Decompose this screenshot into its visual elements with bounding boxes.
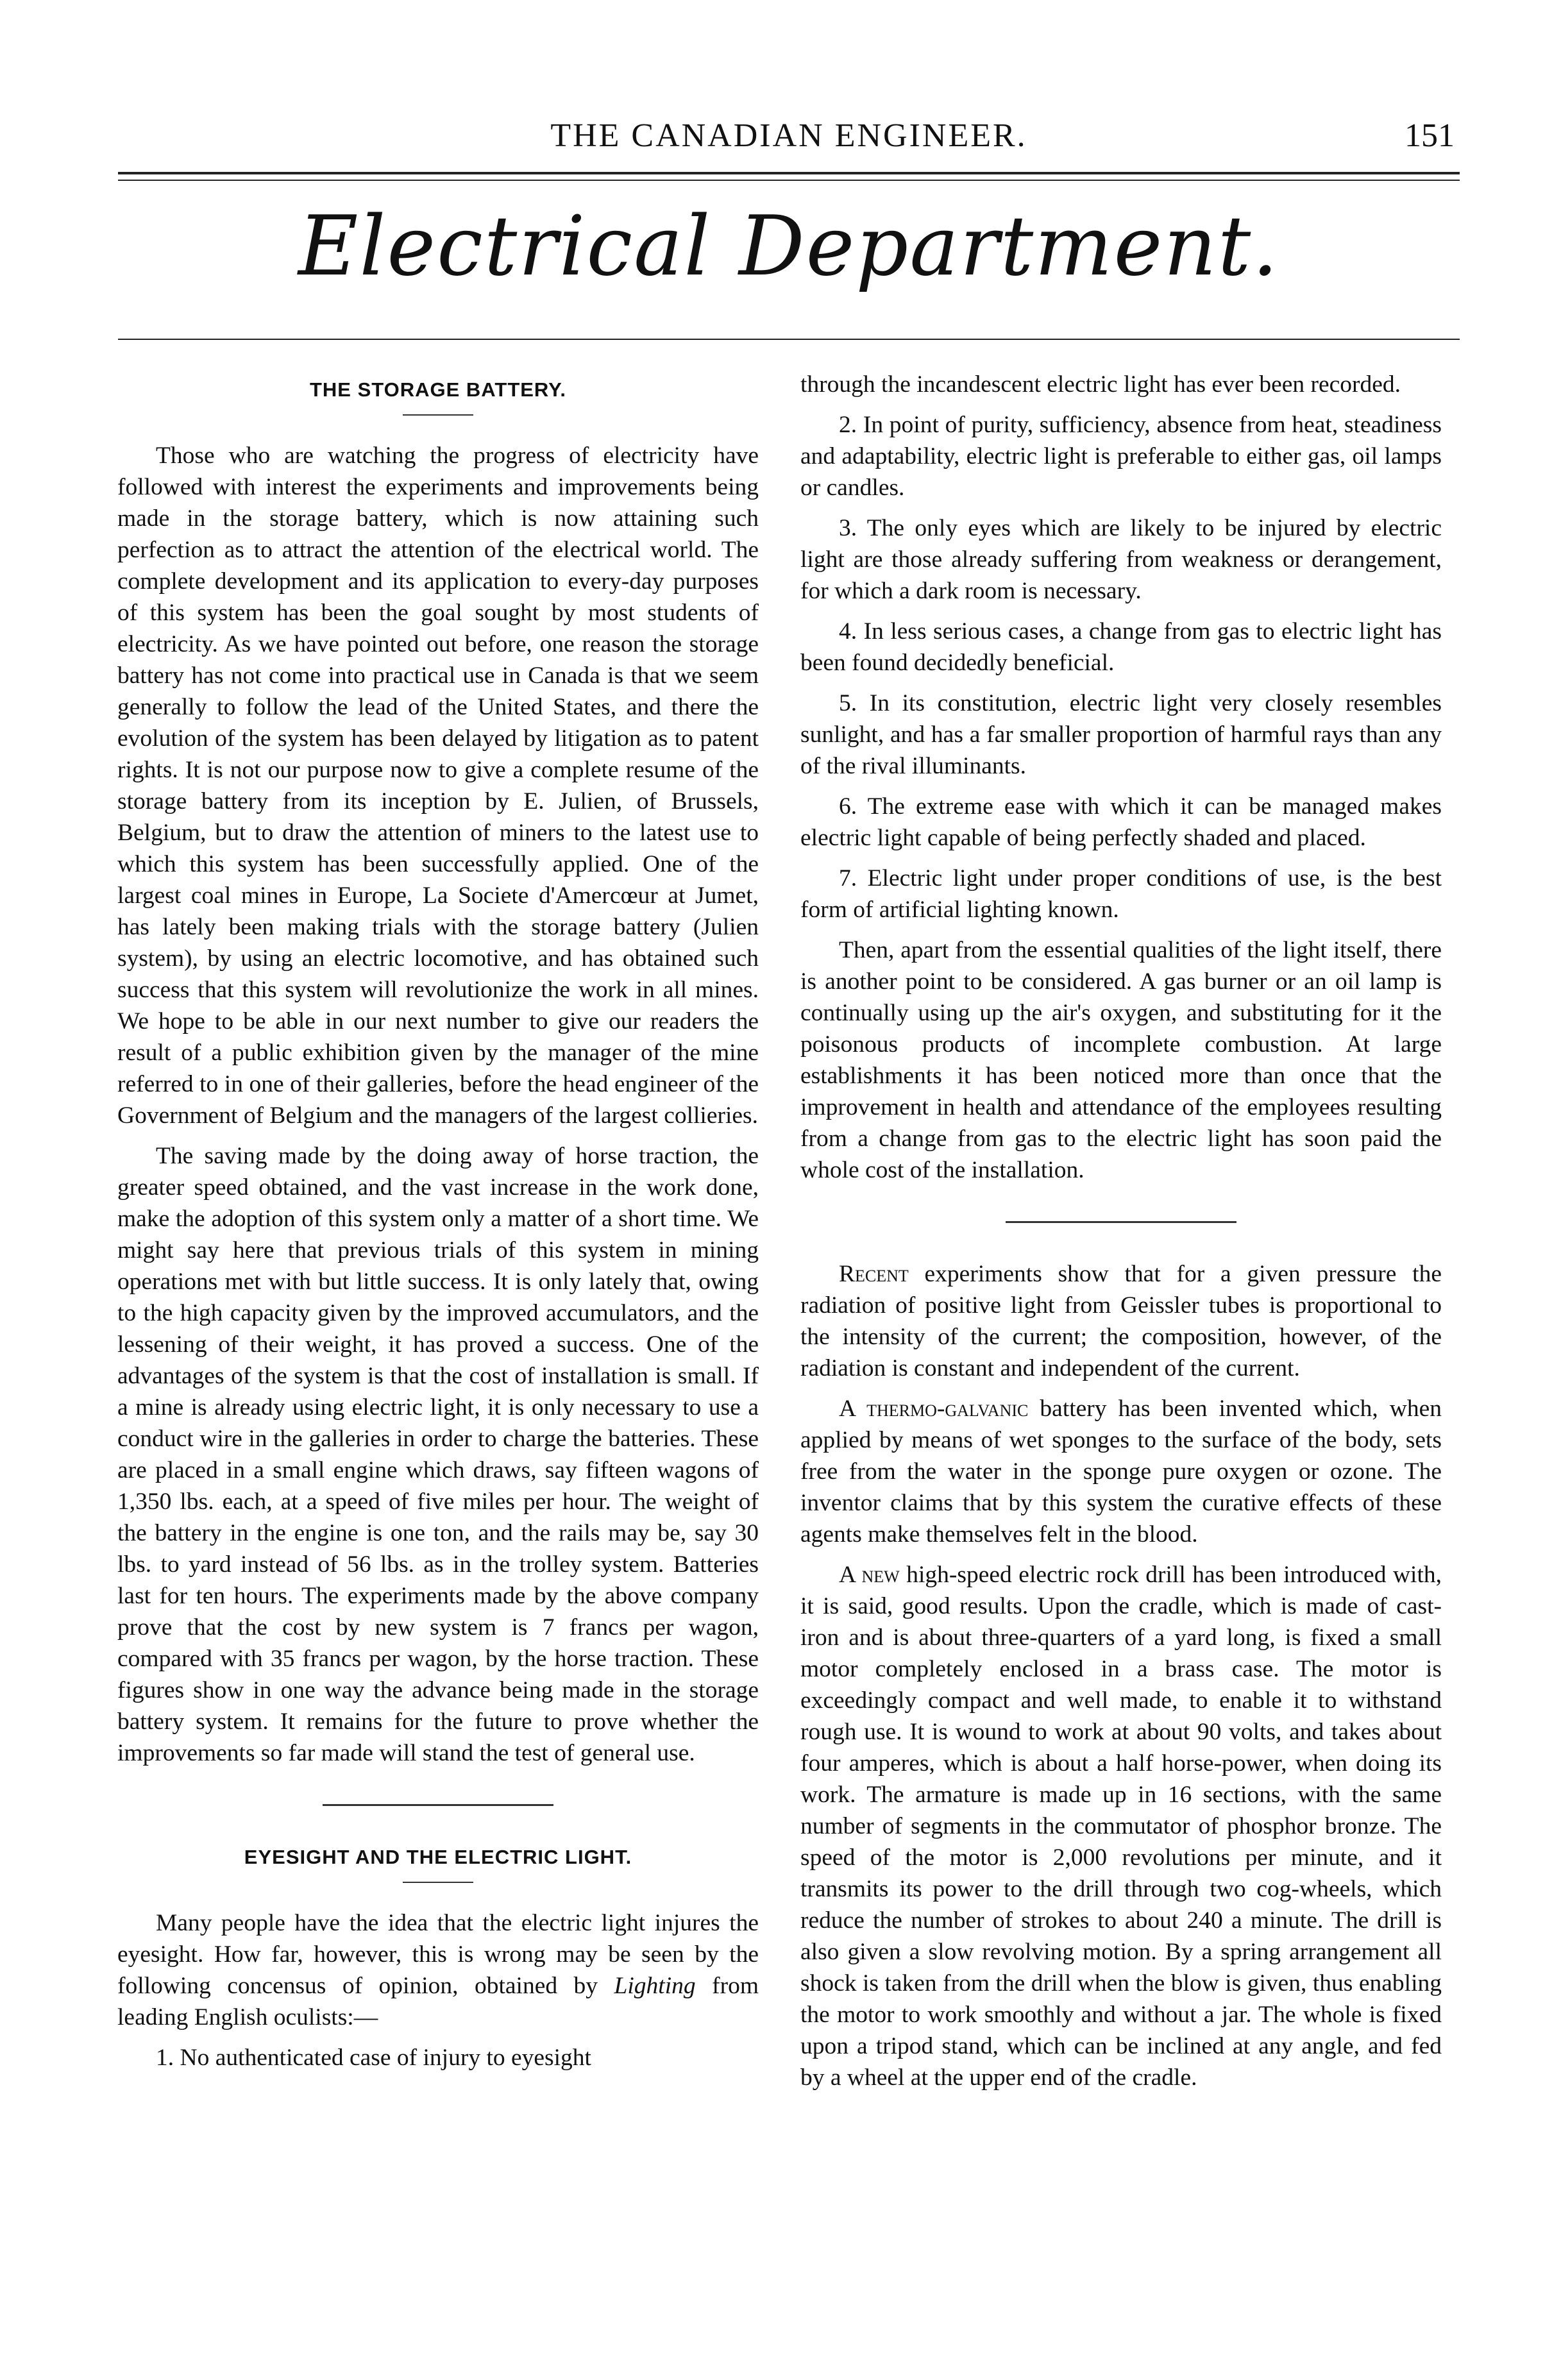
eyesight-item: 4. In less serious cases, a change from gas to electric light has been found decidedly beneficial.: [800, 618, 1442, 676]
page-number: 151: [1405, 117, 1455, 154]
note-text: high-speed electric rock drill has been introduced with, it is said, good results. Upon the cradle, which is made of cast-iron and is about three-quarters of a yard long, is fixed a small motor completely enclosed in a brass case. The motor is exceedingly compact and well made, to enable it to withstand rough use. It is wound to work at about 90 volts, and takes about four amperes, which is about a half horse-power, when doing its work. The armature is made up in 16 sections, with the same number of segments in the commutator of phosphor bronze. The speed of the motor is 2,000 revolutions per minute, and it transmits its power to the drill through two cog-wheels, which reduce the number of strokes to about 240 a minute. The drill is also given a slow revolving motion. By a spring arrangement all shock is taken from the drill when the blow is given, thus enabling the motor to work smoothly and without a jar. The whole is fixed upon a tripod stand, which can be inclined at any angle, and fed by a wheel at the upper end of the cradle.: [800, 1562, 1442, 2091]
note-geissler: [800, 1258, 1442, 1384]
eyesight-intro-tail: from leading English oculists:—: [117, 1973, 759, 2030]
eyesight-item: 7. Electric light under proper conditions of use, is the best form of artificial lighting known.: [800, 865, 1442, 923]
note-text: battery has been invented which, when applied by means of wet sponges to the surface of the body, sets free from the water in the sponge pure oxygen or ozone. The inventor claims that by this system the curative effects of these agents make themselves felt in the blood.: [800, 1396, 1442, 1548]
storage-battery-paragraph: The saving made by the doing away of horse traction, the greater speed obtained, and the vast increase in the work done, make the adoption of this system only a matter of a short time. We might say here that previous trials of this system in mining operations met with but little success. It is only lately that, owing to the high capacity given by the improved accumulators, and the lessening of their weight, it has proved a success. One of the advantages of the system is that the cost of installation is small. If a mine is already using electric light, it is only necessary to use a conduct wire in the galleries in order to charge the batteries. These are placed in a small engine which draws, say fifteen wagons of 1,350 lbs. each, at a speed of five miles per hour. The weight of the battery in the engine is one ton, and the rails may be, say 30 lbs. to yard instead of 56 lbs. as in the trolley system. Batteries last for ten hours. The experiments made by the above company prove that the cost by new system is 7 francs per wagon, compared with 35 francs per wagon, by the horse traction. These figures show in one way the advance being made in the storage battery system. It remains for the future to prove whether the improvements so far made will stand the test of general use.: [117, 1143, 759, 1766]
eyesight-item-1-continued: through the incandescent electric light has ever been recorded.: [800, 371, 1401, 398]
running-title: THE CANADIAN ENGINEER.: [550, 117, 1027, 154]
eyesight-closing: Then, apart from the essential qualities of the light itself, there is another point to be considered. A gas burner or an oil lamp is continually using up the air's oxygen, and substituting for it the poisonous products of incomplete combustion. At large establishments it has been noticed more than once that the improvement in health and attendance of the employees resulting from a change from gas to the electric light has soon paid the whole cost of the installation.: [800, 937, 1442, 1183]
article-separator: [1006, 1221, 1236, 1223]
storage-battery-paragraph: Those who are watching the progress of electricity have followed with interest the experiments and improvements being made in the storage battery, which is now attaining such perfection as to attract the attention of the electrical world. The complete development and its application to every-day purposes of this system has been the goal sought by most students of electricity. As we have pointed out before, one reason the storage battery has not come into practical use in Canada is that we seem generally to follow the lead of the United States, and there the evolution of the system has been delayed by litigation as to patent rights. It is not our purpose now to give a complete resume of the storage battery from its inception by E. Julien, of Brussels, Belgium, but to draw the attention of miners to the latest use to which this system has been successfully applied. One of the largest coal mines in Europe, La Societe d'Amercœur at Jumet, has lately been making trials with the storage battery (Julien system), by using an electric locomotive, and has obtained such success that this system will revolutionize the work in all mines. We hope to be able in our next number to give our readers the result of a public exhibition given by the manager of the mine referred to in one of their galleries, before the head engineer of the Government of Belgium and the managers of the largest collieries.: [117, 443, 759, 1129]
title-rule: [118, 339, 1460, 340]
department-title: Electrical Department.: [298, 199, 1279, 294]
article-separator: [323, 1804, 553, 1806]
left-column: [117, 369, 759, 2082]
note-rock-drill: [800, 1559, 1442, 2093]
eyesight-item-1-start: 1. No authenticated case of injury to eyesight: [156, 2045, 591, 2071]
eyesight-intro: [117, 1907, 759, 2033]
right-column: [800, 369, 1442, 2102]
header-rule-top: [118, 172, 1460, 174]
eyesight-heading: EYESIGHT AND THE ELECTRIC LIGHT.: [244, 1846, 632, 1868]
eyesight-item: 3. The only eyes which are likely to be injured by electric light are those already suffering from weakness or derangement, for which a dark room is necessary.: [800, 515, 1442, 604]
eyesight-item: 5. In its constitution, electric light very closely resembles sunlight, and has a far smaller proportion of harmful rays than any of the rival illuminants.: [800, 690, 1442, 779]
note-thermo-galvanic: [800, 1393, 1442, 1550]
note-lead: A new: [839, 1562, 900, 1588]
short-rule: [403, 414, 473, 416]
lighting-journal-name: Lighting: [614, 1973, 696, 1999]
eyesight-intro-text: Many people have the idea that the electric light injures the eyesight. How far, however, this is wrong may be seen by the following concensus of opinion, obtained by: [117, 1910, 759, 1999]
page-header: [118, 117, 1460, 174]
note-lead: A thermo-galvanic: [839, 1396, 1029, 1422]
eyesight-item: 2. In point of purity, sufficiency, absence from heat, steadiness and adaptability, electric light is preferable to either gas, oil lamps or candles.: [800, 412, 1442, 501]
header-rule-bottom: [118, 180, 1460, 181]
short-rule: [403, 1882, 473, 1883]
note-lead: Recent: [839, 1261, 909, 1287]
eyesight-item: 6. The extreme ease with which it can be managed makes electric light capable of being perfectly shaded and placed.: [800, 793, 1442, 851]
note-text: experiments show that for a given pressure the radiation of positive light from Geissler tubes is proportional to the intensity of the current; the composition, however, of the radiation is constant and independent of the current.: [800, 1261, 1442, 1381]
storage-battery-heading: THE STORAGE BATTERY.: [309, 378, 567, 401]
